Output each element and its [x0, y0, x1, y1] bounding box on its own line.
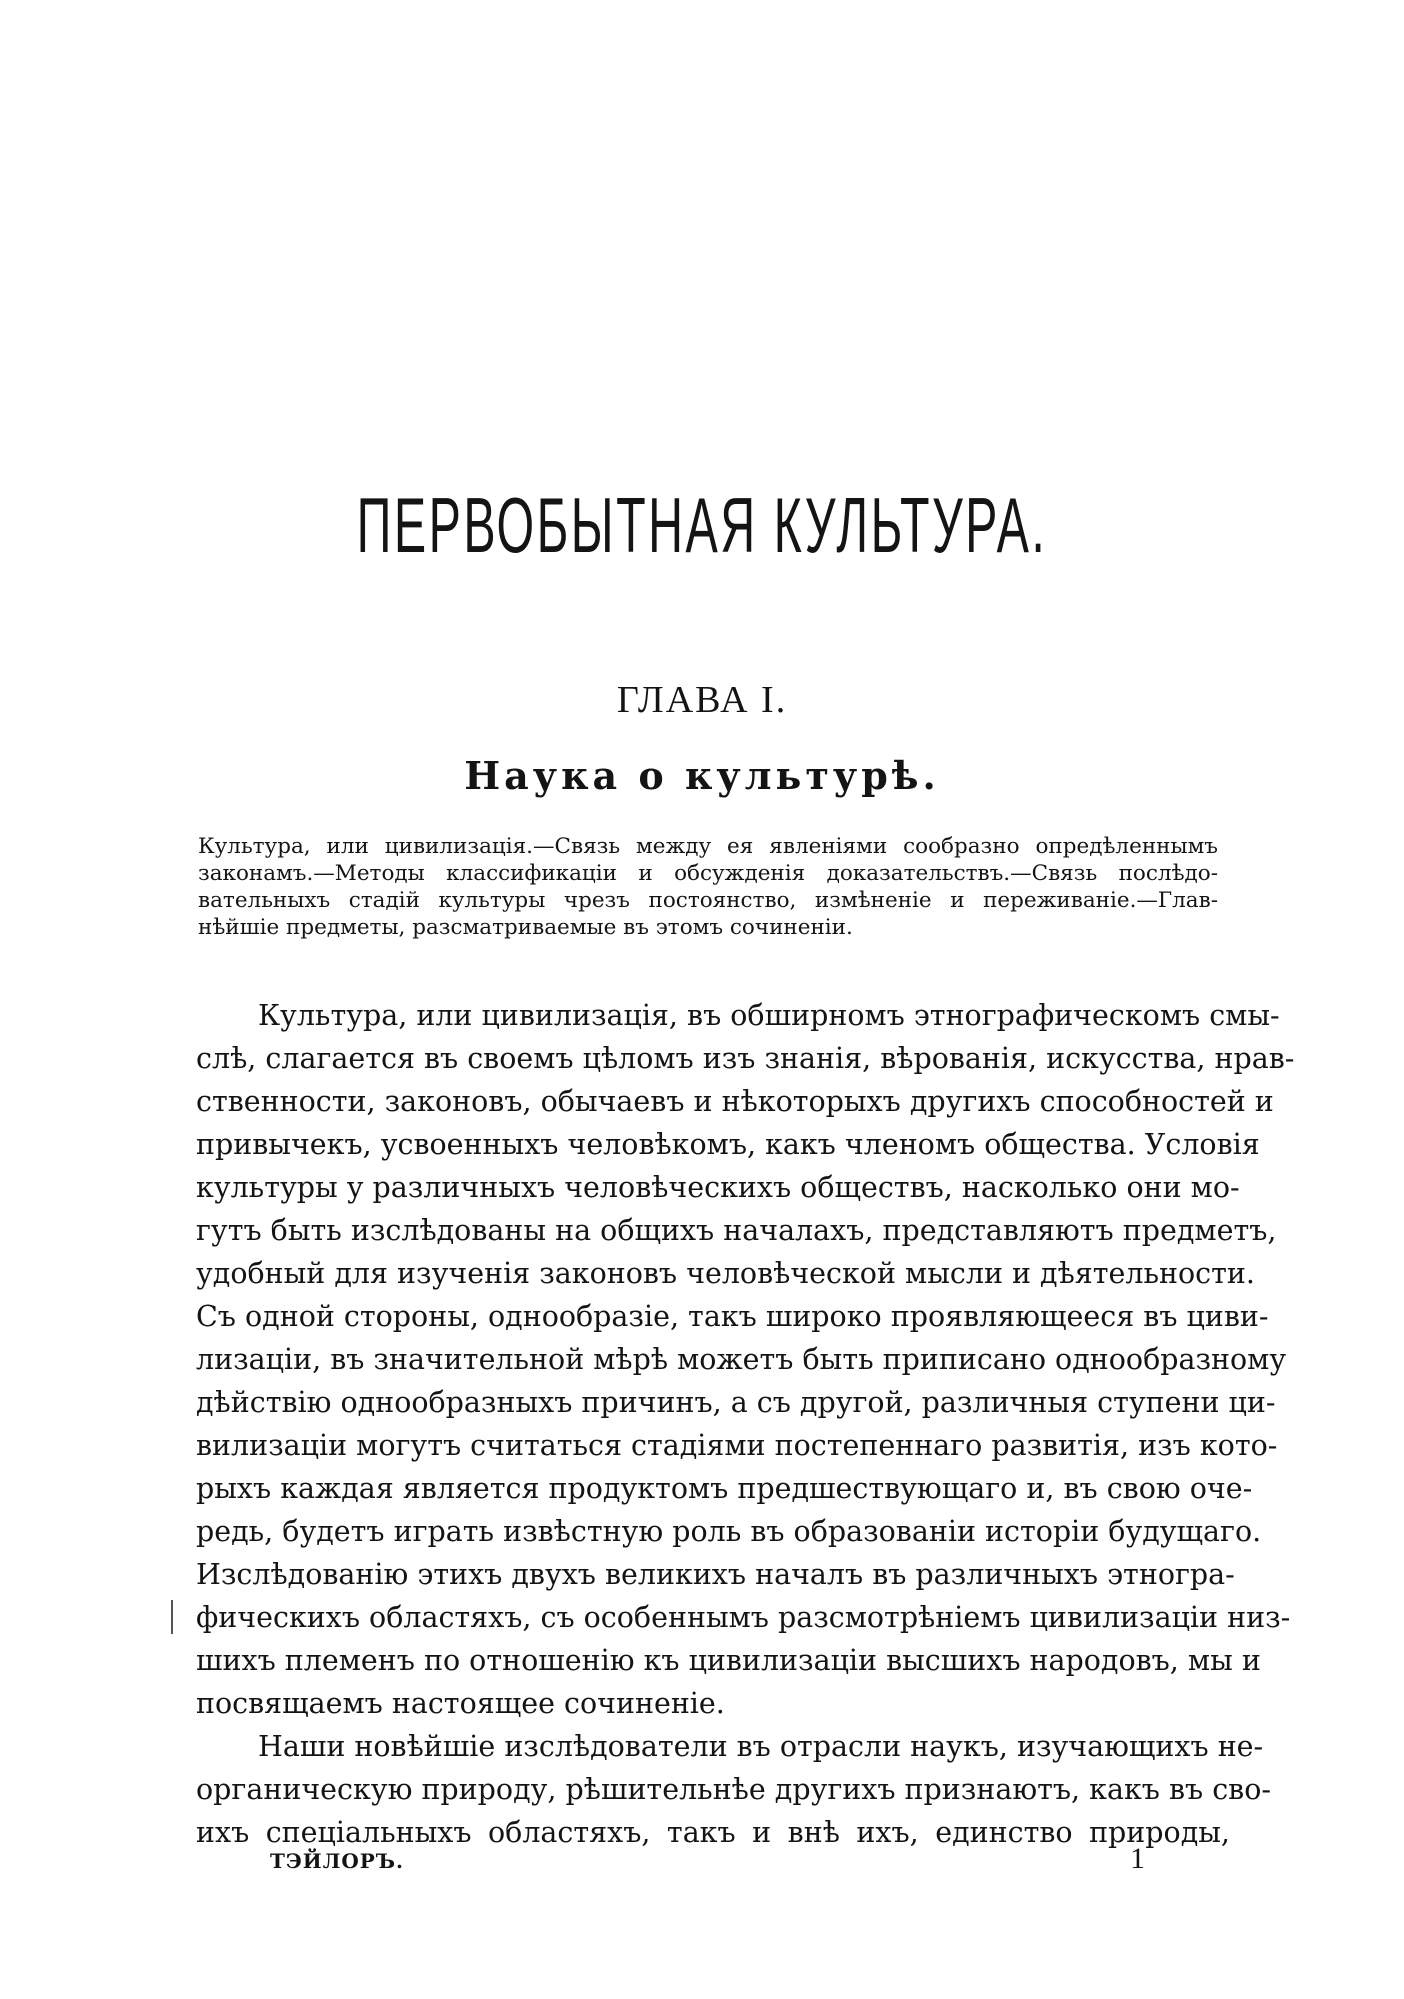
text-line: культуры у различныхъ человѣческихъ обществъ, насколько они мо- [196, 1171, 1240, 1204]
text-line: слѣ, слагается въ своемъ цѣломъ изъ знанія, вѣрованія, искусства, нрав- [196, 1042, 1295, 1075]
chapter-title: Наука о культурѣ. [464, 753, 940, 798]
text-line: лизаціи, въ значительной мѣрѣ можетъ быть приписано однообразному [196, 1343, 1287, 1376]
paragraph-1 [196, 994, 1295, 1725]
text-line: шихъ племенъ по отношенію къ цивилизаціи высшихъ народовъ, мы и [196, 1644, 1261, 1677]
summary-line: вательныхъ стадій культуры чрезъ постоянство, измѣненіе и переживаніе.—Глав- [198, 888, 1218, 913]
text-line: Изслѣдованію этихъ двухъ великихъ началъ въ различныхъ этногра- [196, 1558, 1235, 1591]
text-line: фическихъ областяхъ, съ особеннымъ разсмотрѣніемъ цивилизаціи низ- [196, 1601, 1291, 1634]
page-number: 1 [1130, 1842, 1145, 1875]
text-line: посвящаемъ настоящее сочиненіе. [196, 1687, 725, 1720]
summary-line: нѣйшіе предметы, разсматриваемые въ этомъ сочиненіи. [198, 915, 853, 940]
text-line: редь, будетъ играть извѣстную роль въ образованіи исторіи будущаго. [196, 1515, 1262, 1548]
text-line: ственности, законовъ, обычаевъ и нѣкоторыхъ другихъ способностей и [196, 1085, 1274, 1118]
text-line: ихъ спеціальныхъ областяхъ, такъ и внѣ ихъ, единство природы, [196, 1816, 1230, 1849]
text-line: удобный для изученія законовъ человѣческой мысли и дѣятельности. [196, 1257, 1255, 1290]
footer-signature: ТЭЙЛОРЪ. [270, 1849, 404, 1873]
chapter-summary [198, 833, 1218, 941]
summary-line: законамъ.—Методы классификаціи и обсужденія доказательствъ.—Связь послѣдо- [198, 861, 1218, 886]
text-line: Наши новѣйшіе изслѣдователи въ отрасли наукъ, изучающихъ не- [258, 1730, 1264, 1763]
text-line: Съ одной стороны, однообразіе, такъ широко проявляющееся въ циви- [196, 1300, 1269, 1333]
text-line: рыхъ каждая является продуктомъ предшествующаго и, въ свою оче- [196, 1472, 1253, 1505]
book-title: ПЕРВОБЫТНАЯ КУЛЬТУРА. [356, 481, 1048, 569]
body-text [196, 994, 1295, 1854]
margin-mark [171, 1600, 173, 1634]
chapter-number: ГЛАВА I. [616, 679, 788, 721]
text-line: Культура, или цивилизація, въ обширномъ этнографическомъ смы- [258, 999, 1280, 1032]
text-line: дѣйствію однообразныхъ причинъ, а съ другой, различныя ступени ци- [196, 1386, 1276, 1419]
paragraph-2 [196, 1725, 1271, 1854]
text-line: гутъ быть изслѣдованы на общихъ началахъ, представляютъ предметъ, [196, 1214, 1277, 1247]
summary-line: Культура, или цивилизація.—Связь между ея явленіями сообразно опредѣленнымъ [198, 834, 1218, 859]
text-line: вилизаціи могутъ считаться стадіями постепеннаго развитія, изъ кото- [196, 1429, 1278, 1462]
text-line: привычекъ, усвоенныхъ человѣкомъ, какъ членомъ общества. Условія [196, 1128, 1260, 1161]
text-line: органическую природу, рѣшительнѣе другихъ признаютъ, какъ въ сво- [196, 1773, 1271, 1806]
